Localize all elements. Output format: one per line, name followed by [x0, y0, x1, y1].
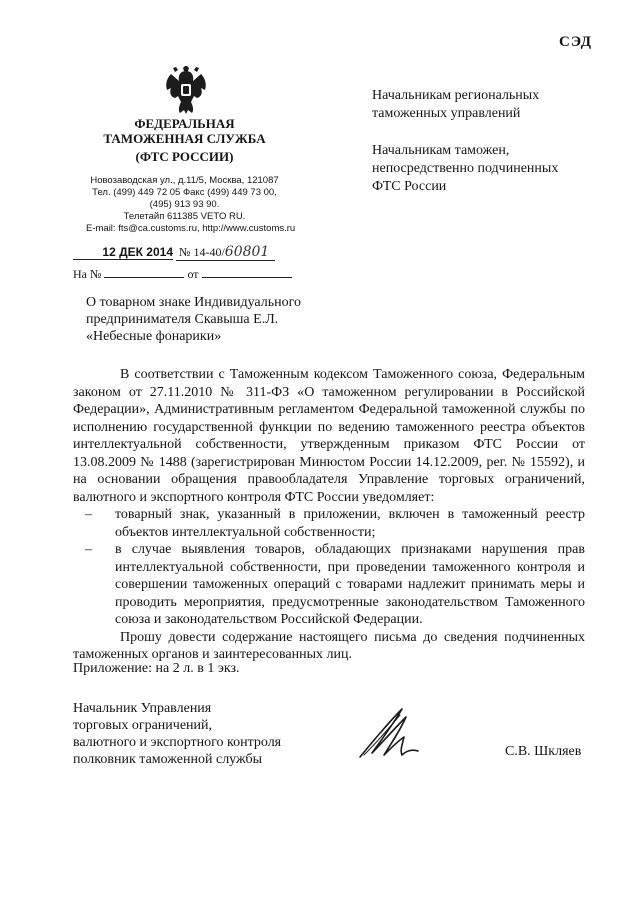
recipient-line: ФТС России [372, 179, 447, 194]
handwritten-signature [356, 705, 430, 763]
signer-name: С.В. Шкляев [505, 744, 582, 759]
signer-title-line: Начальник Управления [73, 701, 212, 716]
bullet-item [73, 506, 585, 541]
subject-line: О товарном знаке Индивидуального [86, 295, 302, 310]
sender-name-line: (ФТС РОССИИ) [135, 149, 234, 164]
address-line: Тел. (499) 449 72 05 Факс (499) 449 73 00, [92, 187, 277, 198]
recipient-line: непосредственно подчиненных [372, 161, 559, 176]
signer-title-line: торговых ограничений, [73, 718, 213, 733]
recipient-line: таможенных управлений [372, 106, 521, 121]
bullet-item [73, 541, 585, 629]
registration-number-handwritten: 60801 [224, 244, 270, 260]
reply-to-blank [104, 266, 184, 278]
letter-body [73, 366, 585, 664]
coat-of-arms-icon [163, 66, 209, 116]
address-line: Телетайп 611385 VETO RU. [123, 211, 246, 222]
recipient-block [372, 142, 558, 196]
signer-title-line: полковник таможенной службы [73, 752, 263, 767]
reply-reference-line [73, 266, 292, 282]
bullet-text: товарный знак, указанный в приложении, включен в таможенный реестр объектов интеллектуальной собственности; [115, 507, 585, 540]
intro-paragraph: В соответствии с Таможенным кодексом Таможенного союза, Федеральным законом от 27.11.2010 № 311-ФЗ «О таможенном регулировании в Российской Федерации», Административным регламентом Федеральной таможенной службы по исполнению государственной функции по ведению таможенного реестра объектов интеллектуальной собственности, утвержденным приказом ФТС России от 13.08.2009 № 1488 (зарегистрирован Минюстом России 14.12.2009, рег. № 15592), и на основании обращения правообладателя Управление торговых ограничений, валютного и экспортного контроля ФТС России уведомляет: [73, 367, 585, 505]
signer-title-line: валютного и экспортного контроля [73, 735, 282, 750]
sender-address [86, 175, 296, 235]
request-paragraph: Прошу довести содержание настоящего письма до сведения подчиненных таможенных органов и заинтересованных лиц. [73, 629, 585, 662]
recipient-block [372, 87, 539, 123]
recipient-line: Начальникам таможен, [372, 143, 510, 158]
letter-subject [86, 294, 301, 345]
recipient-line: Начальникам региональных [372, 88, 540, 103]
bullet-text: в случае выявления товаров, обладающих признаками нарушения прав интеллектуальной собственности, при проведении таможенного контроля и совершении таможенных операций с товарами надлежит принимать меры и проводить мероприятия, предусмотренные законодательством Таможенного союза и законодательством Российской Федерации. [115, 542, 585, 627]
subject-line: предпринимателя Скавыша Е.Л. [86, 312, 279, 327]
bullet-dash: – [85, 542, 92, 557]
registration-date: 12 ДЕК 2014 [73, 245, 173, 260]
subject-line: «Небесные фонарики» [86, 329, 222, 344]
registration-line [73, 244, 275, 261]
signer-title [73, 700, 281, 768]
reply-from-blank [202, 266, 292, 278]
reply-from-label: от [187, 267, 199, 281]
sed-stamp: СЭД [559, 34, 593, 50]
registration-number-prefix: № 14-40/ [179, 245, 225, 259]
bullet-dash: – [85, 507, 92, 522]
sender-name-line: ФЕДЕРАЛЬНАЯ [134, 116, 235, 131]
registration-number [176, 244, 275, 261]
address-line: E-mail: fts@ca.customs.ru, http://www.customs.ru [86, 223, 296, 234]
sender-name [86, 116, 283, 164]
address-line: Новозаводская ул., д.11/5, Москва, 121087 [90, 175, 279, 186]
address-line: (495) 913 93 90. [149, 199, 220, 210]
reply-to-label: На № [73, 267, 102, 281]
appendix-note: Приложение: на 2 л. в 1 экз. [73, 661, 240, 676]
sender-name-line: ТАМОЖЕННАЯ СЛУЖБА [103, 131, 266, 146]
